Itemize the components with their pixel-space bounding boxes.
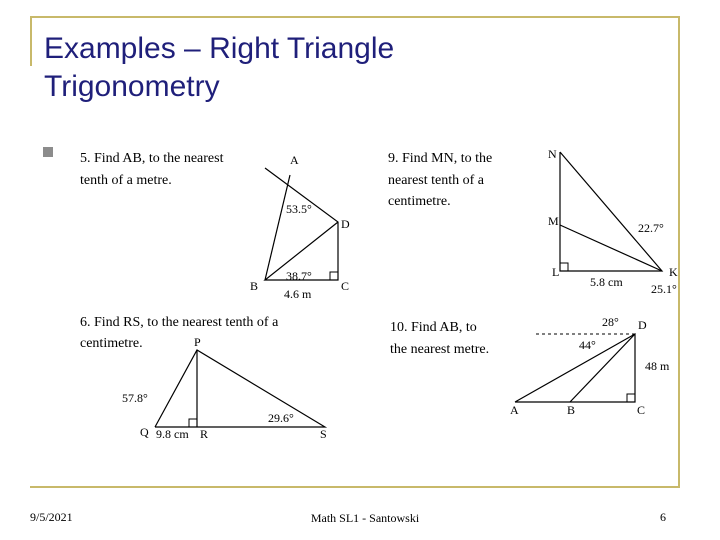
problem-5-angle-top: 53.5°: [286, 202, 312, 216]
problem-9-angle-lower: 25.1°: [651, 282, 677, 296]
slide-frame-left: [30, 16, 32, 66]
problems-figure: [60, 140, 690, 450]
problem-9-text-line3: centimetre.: [388, 194, 451, 209]
problem-6-angle-Q: 57.8°: [122, 391, 148, 405]
problem-10-angle-44: 44°: [579, 338, 596, 352]
slide-title: [44, 30, 664, 106]
problem-9-right-angle: [560, 263, 568, 271]
problem-10-triangle: [515, 334, 635, 402]
problem-9-label-K: K: [669, 265, 678, 279]
problem-10-side-DC: 48 m: [645, 359, 670, 373]
problem-9-side-LK: 5.8 cm: [590, 275, 623, 289]
problem-9-triangle: [560, 152, 662, 271]
problem-5-label-A: A: [290, 153, 299, 167]
problem-5-label-B: B: [250, 279, 259, 293]
problem-9-label-M: M: [548, 214, 559, 228]
footer-center-text: Math SL1 - Santowski: [310, 511, 420, 525]
problem-9-label-N: N: [548, 147, 557, 161]
problem-5-label-C: C: [341, 279, 350, 293]
problem-10-angle-28: 28°: [602, 315, 619, 329]
problem-10: [390, 315, 670, 417]
problem-9-angle-upper: 22.7°: [638, 221, 664, 235]
slide-frame-top: [32, 16, 680, 18]
problem-6-text-line2: centimetre.: [80, 336, 143, 351]
slide-title-line2: Trigonometry: [44, 70, 220, 103]
slide-title-line1: Examples – Right Triangle: [44, 32, 395, 65]
problem-6-text-line1: 6. Find RS, to the nearest tenth of a: [80, 315, 279, 330]
problem-6-side-QR: 9.8 cm: [156, 427, 189, 441]
problem-9-text-line2: nearest tenth of a: [388, 173, 485, 188]
problem-10-label-D: D: [638, 318, 647, 332]
problem-6-label-P: P: [194, 335, 201, 349]
problem-6-label-Q: Q: [140, 425, 149, 439]
problem-5-label-D: D: [341, 217, 350, 231]
problem-5-side-BC: 4.6 m: [284, 287, 312, 301]
problem-6-triangle: [155, 350, 325, 427]
problem-10-right-angle: [627, 394, 635, 402]
problem-6-right-angle: [189, 419, 197, 427]
problem-5-text-line1: 5. Find AB, to the nearest: [80, 151, 224, 166]
problem-10-label-C: C: [637, 403, 646, 417]
problem-6-angle-S: 29.6°: [268, 411, 294, 425]
problem-5-right-angle: [330, 272, 338, 280]
problem-9-label-L: L: [552, 265, 560, 279]
problem-9: [388, 147, 678, 296]
problem-5-hyp: [265, 175, 290, 280]
footer-date: 9/5/2021: [30, 510, 73, 524]
problem-5-triangle: [265, 168, 338, 280]
problem-9-text-line1: 9. Find MN, to the: [388, 151, 493, 166]
problem-6: [80, 315, 327, 441]
footer-page-number: 6: [660, 510, 666, 524]
slide-frame-bottom: [30, 486, 680, 488]
problem-5: [80, 151, 350, 301]
problem-10-text-line1: 10. Find AB, to: [390, 320, 477, 335]
problem-10-text-line2: the nearest metre.: [390, 342, 490, 357]
problem-10-label-A: A: [510, 403, 519, 417]
problem-5-angle-bottom: 38.7°: [286, 269, 312, 283]
problem-6-label-S: S: [320, 427, 327, 441]
problem-5-text-line2: tenth of a metre.: [80, 173, 172, 188]
bullet-marker: [43, 147, 53, 157]
problem-6-label-R: R: [200, 427, 209, 441]
problem-10-label-B: B: [567, 403, 576, 417]
